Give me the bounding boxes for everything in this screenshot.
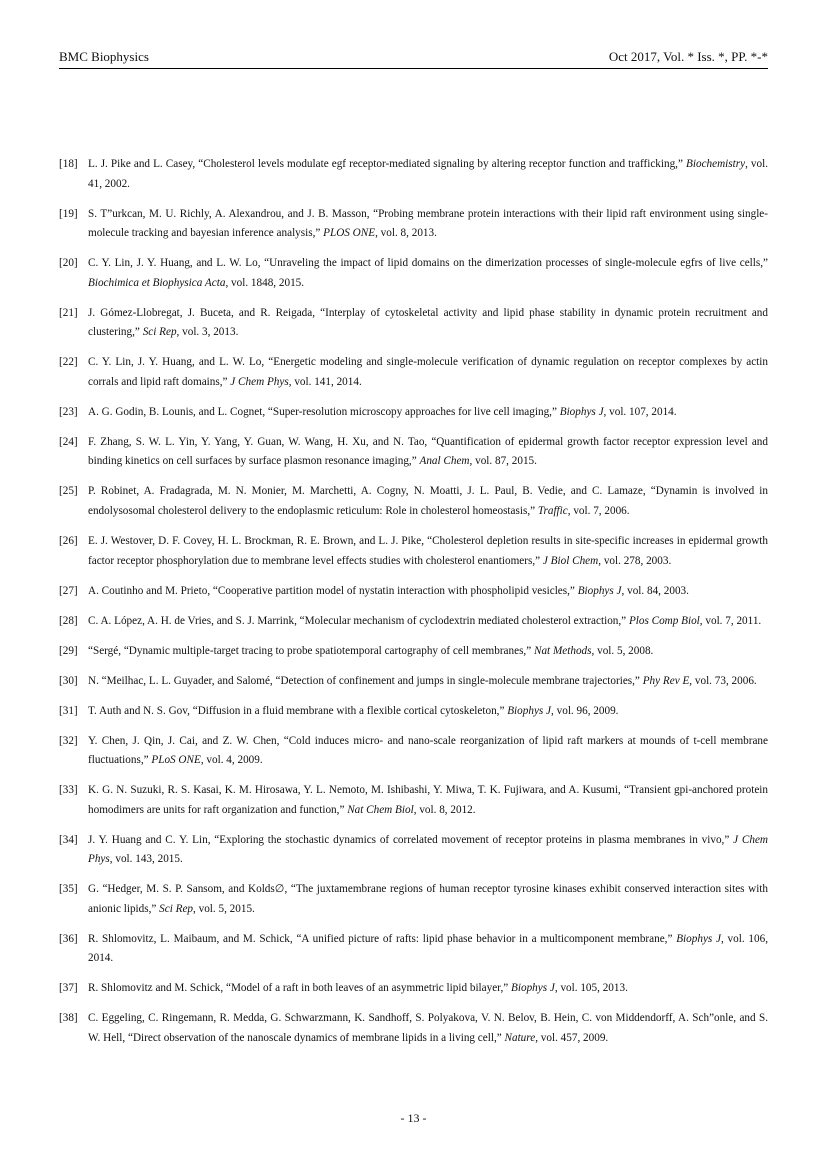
reference-volume-year: , vol. 5, 2015. [193,902,255,915]
reference-text: J. Y. Huang and C. Y. Lin, “Exploring the stochastic dynamics of correlated movement of receptor proteins in plasma membranes in vivo,” [88,833,730,846]
reference-volume-year: , vol. 5, 2008. [591,644,654,657]
reference-journal: PLoS ONE [151,754,201,767]
reference-journal: Nature [504,1032,536,1044]
reference-journal: Phy Rev E [642,674,690,687]
reference-text: A. Coutinho and M. Prieto, “Cooperative partition model of nystatin interaction with phospholipid vesicles,” [88,584,575,597]
reference-volume-year: , vol. 7, 2006. [567,505,630,518]
reference-number: [27] [59,584,78,597]
reference-number: [24] [59,435,78,448]
reference-volume-year: , vol. 106, 2014. [88,932,768,965]
reference-number: [21] [59,306,78,319]
reference-item [59,353,768,392]
reference-number: [32] [59,734,78,747]
reference-journal: Biophys J [559,405,604,418]
reference-number: [30] [59,674,78,687]
reference-text: C. A. López, A. H. de Vries, and S. J. Marrink, “Molecular mechanism of cyclodextrin mediated cholesterol extraction,” [88,614,627,627]
reference-text: F. Zhang, S. W. L. Yin, Y. Yang, Y. Guan, W. Wang, H. Xu, and N. Tao, “Quantification of epidermal growth factor receptor expression level and binding kinetics on cell surfaces by surface plasmon resonance imaging,” [88,435,768,468]
reference-volume-year: , vol. 4, 2009. [200,754,263,767]
reference-number: [29] [59,644,78,657]
reference-journal: Sci Rep [142,326,177,339]
reference-text: P. Robinet, A. Fradagrada, M. N. Monier, M. Marchetti, A. Cogny, N. Moatti, J. L. Paul, B. Vedie, and C. Lamaze, “Dynamin is involved in endolysosomal cholesterol delivery to the endoplasmic reticulum: Role in cholesterol homeostasis,” [88,485,768,518]
reference-text: C. Eggeling, C. Ringemann, R. Medda, G. Schwarzmann, K. Sandhoff, S. Polyakova, V. N. Belov, B. Hein, C. von Middendorff, A. Sch”onle, and S. W. Hell, “Direct observation of the nanoscale dynamics of membrane lipids in a living cell,” [88,1012,768,1044]
reference-text: R. Shlomovitz and M. Schick, “Model of a raft in both leaves of an asymmetric lipid bilayer,” [88,982,509,995]
reference-number: [34] [59,833,78,846]
reference-text: C. Y. Lin, J. Y. Huang, and L. W. Lo, “Energetic modeling and single-molecule verification of dynamic regulation on receptor complexes by actin corrals and lipid raft domains,” [88,356,768,388]
reference-text: N. “Meilhac, L. L. Guyader, and Salomé, “Detection of confinement and jumps in single-molecule membrane trajectories,” [88,674,640,687]
reference-text: L. J. Pike and L. Casey, “Cholesterol levels modulate egf receptor-mediated signaling by altering receptor function and trafficking,” [88,158,683,170]
reference-item [59,880,768,919]
reference-item [59,702,768,722]
page-number: - 13 - [400,1111,427,1125]
reference-volume-year: , vol. 73, 2006. [689,674,757,687]
reference-text: J. Gómez-Llobregat, J. Buceta, and R. Reigada, “Interplay of cytoskeletal activity and lipid phase stability in dynamic protein recruitment and clustering,” [88,306,768,339]
reference-item [59,831,768,870]
reference-text: E. J. Westover, D. F. Covey, H. L. Brockman, R. E. Brown, and L. J. Pike, “Cholesterol depletion results in site-specific increases in epidermal growth factor receptor phosphorylation due to membrane level effects studies with cholesterol enantiomers,” [88,535,768,567]
reference-text: T. Auth and N. S. Gov, “Diffusion in a fluid membrane with a flexible cortical cytoskeleton,” [88,704,505,717]
reference-text: G. “Hedger, M. S. P. Sansom, and Kolds∅, “The juxtamembrane regions of human receptor tyrosine kinases exhibit conserved interaction sites with anionic lipids,” [88,883,768,915]
reference-text: C. Y. Lin, J. Y. Huang, and L. W. Lo, “Unraveling the impact of lipid domains on the dimerization processes of single-molecule egfrs of live cells,” [88,257,768,270]
reference-volume-year: , vol. 143, 2015. [109,853,183,866]
reference-item [59,582,768,602]
reference-item [59,482,768,521]
reference-journal: Plos Comp Biol [628,614,700,627]
reference-item [59,1009,768,1048]
reference-number: [37] [59,982,78,995]
reference-journal: Biophys J [676,932,721,945]
reference-number: [31] [59,704,78,717]
reference-volume-year: , vol. 278, 2003. [598,554,672,567]
reference-volume-year: , vol. 105, 2013. [554,982,628,995]
reference-item [59,612,768,632]
reference-number: [38] [59,1012,78,1025]
journal-name: BMC Biophysics [59,49,149,64]
reference-journal: Biochimica et Biophysica Acta [88,276,226,289]
reference-number: [20] [59,257,78,270]
reference-item [59,532,768,571]
reference-item [59,433,768,472]
reference-item [59,781,768,820]
reference-list [59,155,768,1059]
reference-journal: Biophys J [577,584,622,597]
reference-item [59,205,768,244]
reference-journal: Sci Rep [159,902,194,915]
reference-journal: J Chem Phys [88,833,768,866]
reference-item [59,930,768,969]
reference-journal: Biochemistry [686,158,746,170]
reference-item [59,254,768,293]
reference-number: [18] [59,158,78,170]
reference-number: [26] [59,535,78,548]
reference-volume-year: , vol. 141, 2014. [288,375,362,388]
reference-volume-year: , vol. 457, 2009. [535,1032,609,1044]
reference-item [59,155,768,194]
reference-text: R. Shlomovitz, L. Maibaum, and M. Schick, “A unified picture of rafts: lipid phase behavior in a multicomponent membrane,” [88,932,673,945]
reference-number: [33] [59,784,78,797]
reference-number: [36] [59,932,78,945]
page-header [59,46,768,69]
reference-text: K. G. N. Suzuki, R. S. Kasai, K. M. Hirosawa, Y. L. Nemoto, M. Ishibashi, Y. Miwa, T. K. Fujiwara, and A. Kusumi, “Transient gpi-anchored protein homodimers are units for raft organization and function,” [88,784,768,816]
reference-text: Y. Chen, J. Qin, J. Cai, and Z. W. Chen, “Cold induces micro- and nano-scale reorganization of lipid raft markers at mounds of t-cell membrane fluctuations,” [88,734,768,767]
reference-number: [25] [59,485,78,498]
reference-text: A. G. Godin, B. Lounis, and L. Cognet, “Super-resolution microscopy approaches for live cell imaging,” [88,405,557,418]
reference-volume-year: , vol. 107, 2014. [603,405,677,418]
reference-volume-year: , vol. 41, 2002. [88,158,769,190]
reference-item [59,732,768,771]
reference-number: [28] [59,614,78,627]
reference-journal: PLOS ONE [323,227,376,240]
reference-item [59,979,768,999]
reference-volume-year: , vol. 96, 2009. [551,704,619,717]
reference-journal: Anal Chem [419,455,470,468]
reference-journal: Nat Chem Biol [347,803,414,816]
reference-item [59,642,768,662]
reference-volume-year: , vol. 8, 2013. [375,227,437,240]
reference-item [59,403,768,423]
reference-number: [19] [59,207,78,220]
reference-item [59,304,768,343]
reference-number: [22] [59,356,78,369]
issue-info: Oct 2017, Vol. * Iss. *, PP. *-* [608,49,768,64]
reference-text: S. T”urkcan, M. U. Richly, A. Alexandrou, and J. B. Masson, “Probing membrane protein interactions with their lipid raft environment using single-molecule tracking and bayesian inference analysis,” [88,207,768,240]
reference-journal: Nat Methods [534,644,592,657]
reference-item [59,672,768,692]
reference-journal: J Biol Chem [542,554,599,567]
reference-volume-year: , vol. 7, 2011. [699,614,762,627]
reference-volume-year: , vol. 3, 2013. [176,326,239,339]
reference-journal: Traffic [537,505,568,518]
reference-volume-year: , vol. 87, 2015. [469,455,537,468]
reference-text: “Sergé, “Dynamic multiple-target tracing to probe spatiotemporal cartography of cell membranes,” [88,644,532,657]
reference-journal: J Chem Phys [230,375,289,388]
reference-volume-year: , vol. 84, 2003. [621,584,689,597]
reference-number: [35] [59,883,78,896]
reference-number: [23] [59,405,78,418]
reference-journal: Biophys J [507,704,552,717]
reference-volume-year: , vol. 1848, 2015. [225,276,305,289]
reference-volume-year: , vol. 8, 2012. [413,803,476,816]
reference-journal: Biophys J [511,982,555,995]
